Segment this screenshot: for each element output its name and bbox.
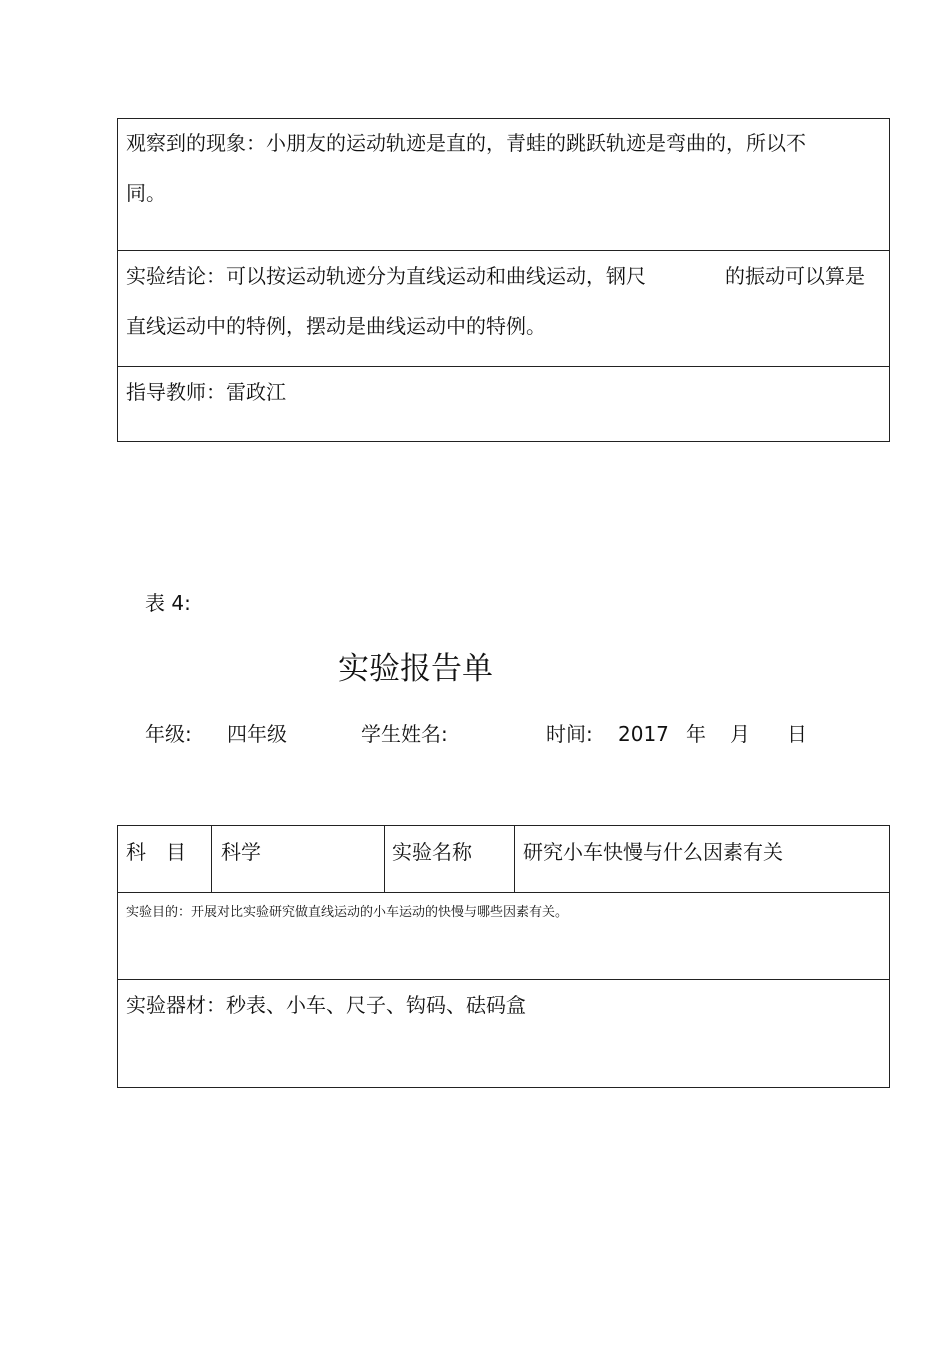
day-unit: 日 (787, 722, 807, 746)
table4-col-divider-3 (514, 825, 515, 892)
table4-divider-1 (117, 892, 890, 893)
table4-label: 表 4: (145, 591, 191, 615)
experiment-name-value: 研究小车快慢与什么因素有关 (523, 840, 783, 864)
table3-divider-2 (117, 366, 890, 367)
observation-line1: 观察到的现象：小朋友的运动轨迹是直的，青蛙的跳跃轨迹是弯曲的，所以不 (126, 131, 806, 155)
purpose-text: 实验目的：开展对比实验研究做直线运动的小车运动的快慢与哪些因素有关。 (126, 905, 569, 920)
year-value: 2017 (618, 722, 669, 746)
table3-divider-1 (117, 250, 890, 251)
subject-value: 科学 (221, 840, 261, 864)
table4 (117, 825, 890, 1088)
time-label: 时间: (546, 722, 593, 746)
table4-divider-2 (117, 979, 890, 980)
report-title: 实验报告单 (338, 651, 493, 687)
experiment-name-label: 实验名称 (392, 840, 472, 864)
conclusion-line1b: 的振动可以算是 (725, 264, 865, 288)
conclusion-line1a: 实验结论：可以按运动轨迹分为直线运动和曲线运动，钢尺 (126, 264, 646, 288)
grade-label: 年级: (145, 722, 192, 746)
subject-label: 科 目 (126, 840, 186, 864)
year-unit: 年 (686, 722, 706, 746)
observation-line2: 同。 (126, 181, 166, 205)
month-unit: 月 (730, 722, 750, 746)
grade-value: 四年级 (227, 722, 287, 746)
student-name-label: 学生姓名: (361, 722, 448, 746)
table4-col-divider-2 (384, 825, 385, 892)
table4-col-divider-1 (211, 825, 212, 892)
teacher-line: 指导教师：雷政江 (126, 380, 286, 404)
materials-text: 实验器材：秒表、小车、尺子、钩码、砝码盒 (126, 993, 526, 1017)
conclusion-line2: 直线运动中的特例，摆动是曲线运动中的特例。 (126, 314, 546, 338)
